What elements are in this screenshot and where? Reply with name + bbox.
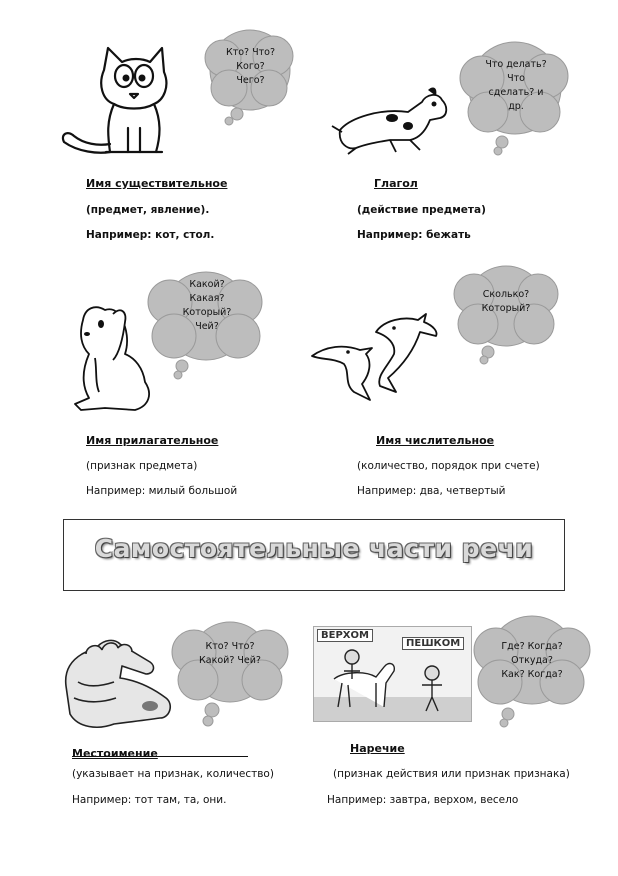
dolphins-icon [310,310,440,405]
cat-icon [58,42,178,162]
cloud-text-line: Откуда? [511,655,553,666]
section-title-noun: Имя существительное [86,177,228,190]
section-desc-numeral: (количество, порядок при счете) [357,460,540,472]
sign-peshkom: ПЕШКОМ [402,637,464,650]
section-title-adverb: Наречие [350,742,405,755]
cloud-text-line: Чей? [195,321,219,332]
cloud-text-line: Чего? [236,75,265,86]
boy-horse-icon [313,626,472,722]
rabbit-icon [65,298,155,416]
cloud-text-line: Какой? Чей? [199,655,261,666]
thought-cloud [168,618,292,728]
cloud-text-line: Где? Когда? [501,641,563,652]
banner-box [63,519,565,591]
section-example-verb: Например: бежать [357,229,471,241]
cloud-text-line: Как? Когда? [501,669,563,680]
cloud-text-line: Сколько? [482,289,530,300]
cloud-text-line: Кто? Что? [225,47,276,58]
cloud-text-line: Кого? [236,61,265,72]
section-example-pronoun: Например: тот там, та, они. [72,794,227,806]
dog-icon [330,86,460,156]
section-example-noun: Например: кот, стол. [86,229,215,241]
cloud-text-line: сделать? и [488,87,544,98]
cloud-text-line: Что делать? [485,59,547,70]
cloud-text-line: Который? [481,303,531,314]
section-title-numeral: Имя числительное [376,434,495,447]
section-desc-verb: (действие предмета) [357,204,486,216]
section-desc-noun: (предмет, явление). [86,204,210,216]
cloud-text-line: Кто? Что? [205,641,255,652]
section-desc-adjective: (признак предмета) [86,460,198,472]
section-title-pronoun: Местоимение [72,747,158,760]
section-example-numeral: Например: два, четвертый [357,485,506,497]
cloud-text-line: Что [507,73,525,84]
section-title-adjective: Имя прилагательное [86,434,219,447]
section-desc-adverb: (признак действия или признак признака) [333,768,570,780]
cloud-text-line: Какой? [189,279,225,290]
banner-title: Самостоятельные части речи [94,534,534,563]
section-desc-pronoun: (указывает на признак, количество) [72,768,274,780]
cloud-text-line: Какая? [189,293,225,304]
cloud-text-line: др. [508,101,524,112]
pronoun-title-underline [72,742,248,760]
pointing-hand-icon [58,626,176,736]
section-title-verb: Глагол [374,177,418,190]
sign-verkhom: ВЕРХОМ [317,629,373,642]
section-example-adverb: Например: завтра, верхом, весело [327,794,519,806]
cloud-text-line: Который? [182,307,232,318]
section-example-adjective: Например: милый большой [86,485,238,497]
